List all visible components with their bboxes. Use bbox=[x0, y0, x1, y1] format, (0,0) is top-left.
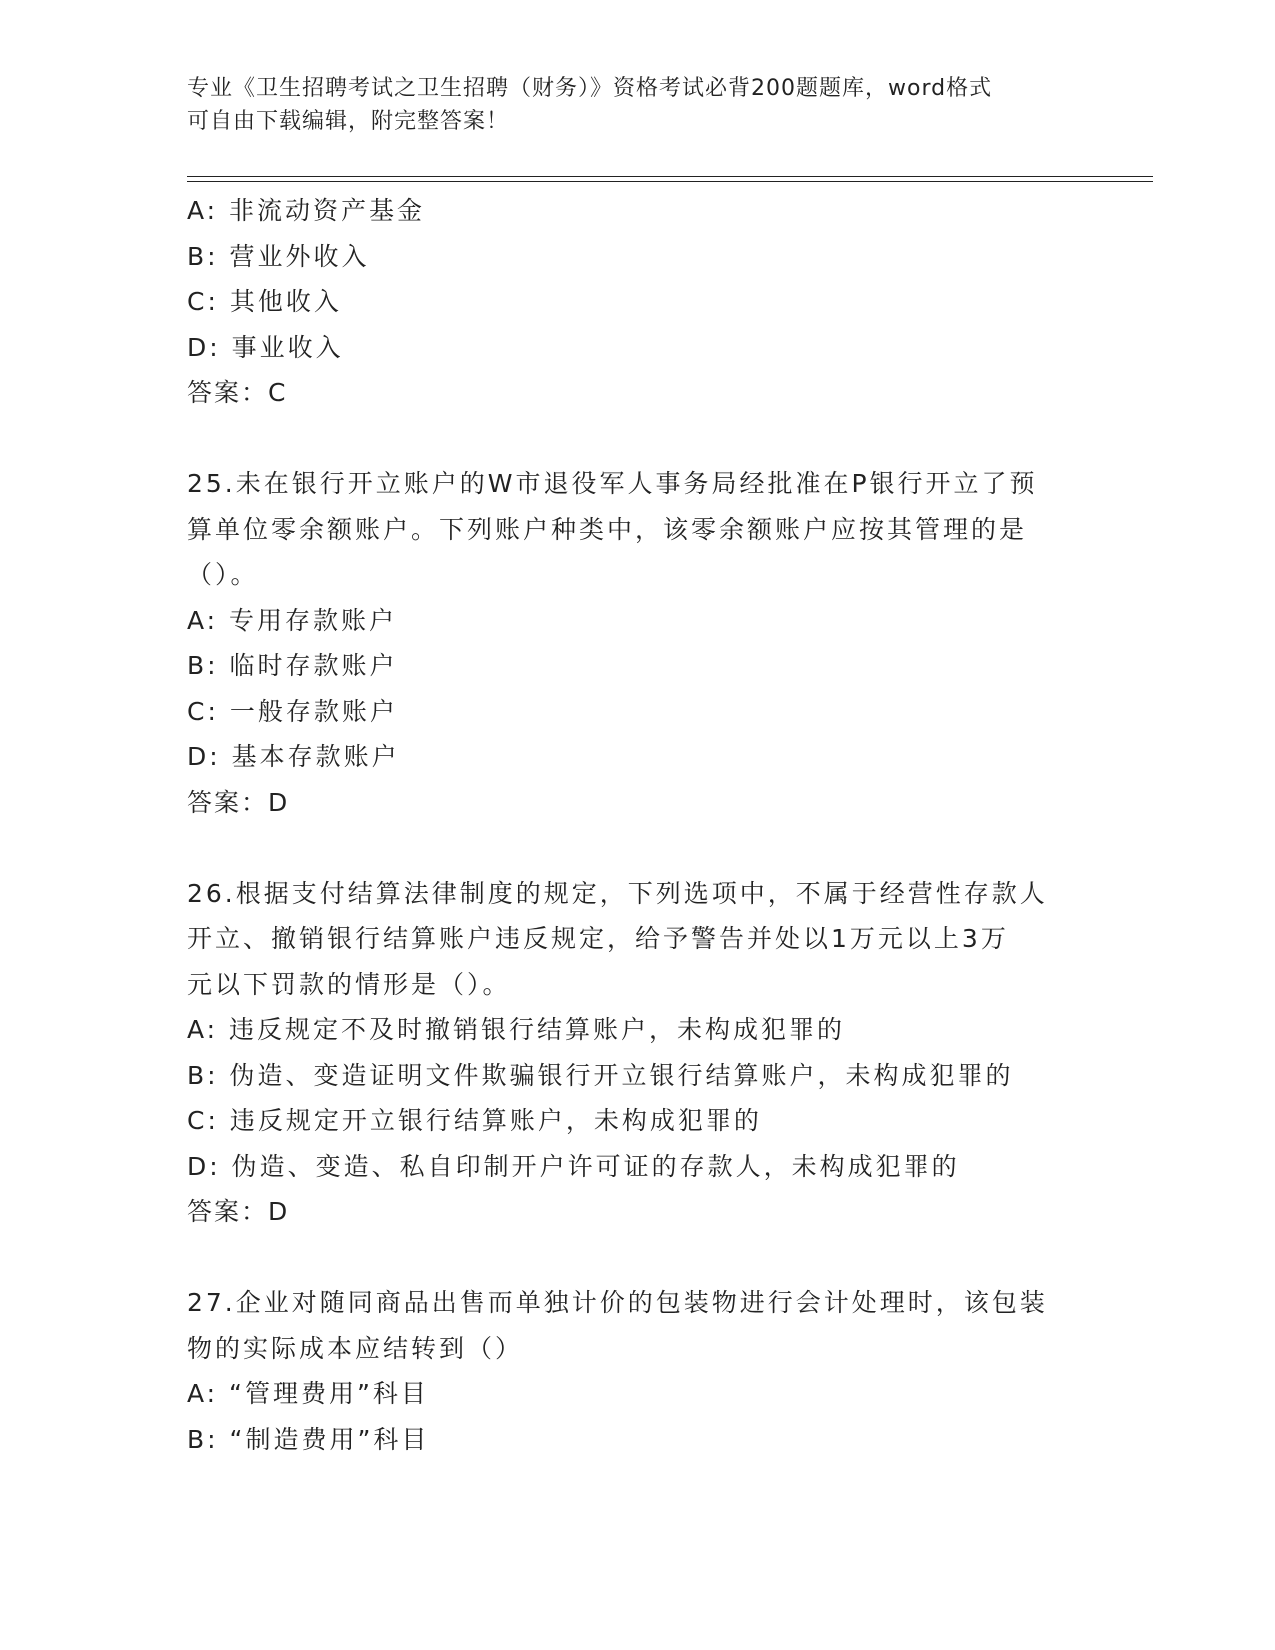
option-a: A: 违反规定不及时撤销银行结算账户，未构成犯罪的 bbox=[187, 1015, 846, 1044]
option-b: B: 伪造、变造证明文件欺骗银行开立银行结算账户，未构成犯罪的 bbox=[187, 1060, 1014, 1090]
question-stem-line: （）。 bbox=[187, 560, 259, 589]
header-divider-top bbox=[187, 176, 1153, 177]
option-b: B: 营业外收入 bbox=[187, 241, 370, 271]
option-d: D: 事业收入 bbox=[187, 332, 344, 362]
option-a: A: 非流动资产基金 bbox=[187, 196, 426, 225]
option-a: A: “管理费用”科目 bbox=[187, 1379, 429, 1408]
question-stem-line: 27.企业对随同商品出售而单独计价的包装物进行会计处理时，该包装 bbox=[187, 1288, 1048, 1317]
option-b: B: 临时存款账户 bbox=[187, 651, 398, 680]
question-stem-line: 25.未在银行开立账户的W市退役军人事务局经批准在P银行开立了预 bbox=[187, 469, 1038, 498]
spacer bbox=[187, 416, 1087, 462]
document-body bbox=[187, 188, 1087, 1462]
question-24 bbox=[187, 188, 1087, 416]
option-c: C: 违反规定开立银行结算账户，未构成犯罪的 bbox=[187, 1106, 762, 1135]
question-26 bbox=[187, 871, 1087, 1235]
question-25 bbox=[187, 461, 1087, 825]
question-stem-line: 物的实际成本应结转到（） bbox=[187, 1333, 524, 1363]
option-c: C: 其他收入 bbox=[187, 287, 342, 316]
document-header bbox=[187, 72, 1087, 138]
answer-line: 答案：D bbox=[187, 1197, 290, 1226]
question-stem-line: 开立、撤销银行结算账户违反规定，给予警告并处以1万元以上3万 bbox=[187, 924, 1009, 953]
spacer bbox=[187, 825, 1087, 871]
option-b: B: “制造费用”科目 bbox=[187, 1424, 430, 1454]
header-divider-bottom bbox=[187, 181, 1153, 182]
option-a: A: 专用存款账户 bbox=[187, 605, 398, 635]
spacer bbox=[187, 1235, 1087, 1281]
question-stem-line: 元以下罚款的情形是（）。 bbox=[187, 969, 511, 999]
header-line-1: 专业《卫生招聘考试之卫生招聘（财务）》资格考试必背200题题库，word格式 bbox=[187, 76, 993, 101]
option-d: D: 基本存款账户 bbox=[187, 742, 400, 771]
answer-line: 答案：D bbox=[187, 787, 290, 817]
question-27 bbox=[187, 1280, 1087, 1462]
option-d: D: 伪造、变造、私自印制开户许可证的存款人，未构成犯罪的 bbox=[187, 1151, 960, 1181]
question-stem-line: 算单位零余额账户。下列账户种类中，该零余额账户应按其管理的是 bbox=[187, 514, 1028, 544]
answer-line: 答案：C bbox=[187, 378, 288, 407]
question-stem-line: 26.根据支付结算法律制度的规定，下列选项中，不属于经营性存款人 bbox=[187, 878, 1048, 908]
option-c: C: 一般存款账户 bbox=[187, 696, 398, 726]
header-line-2: 可自由下载编辑，附完整答案！ bbox=[187, 109, 510, 134]
